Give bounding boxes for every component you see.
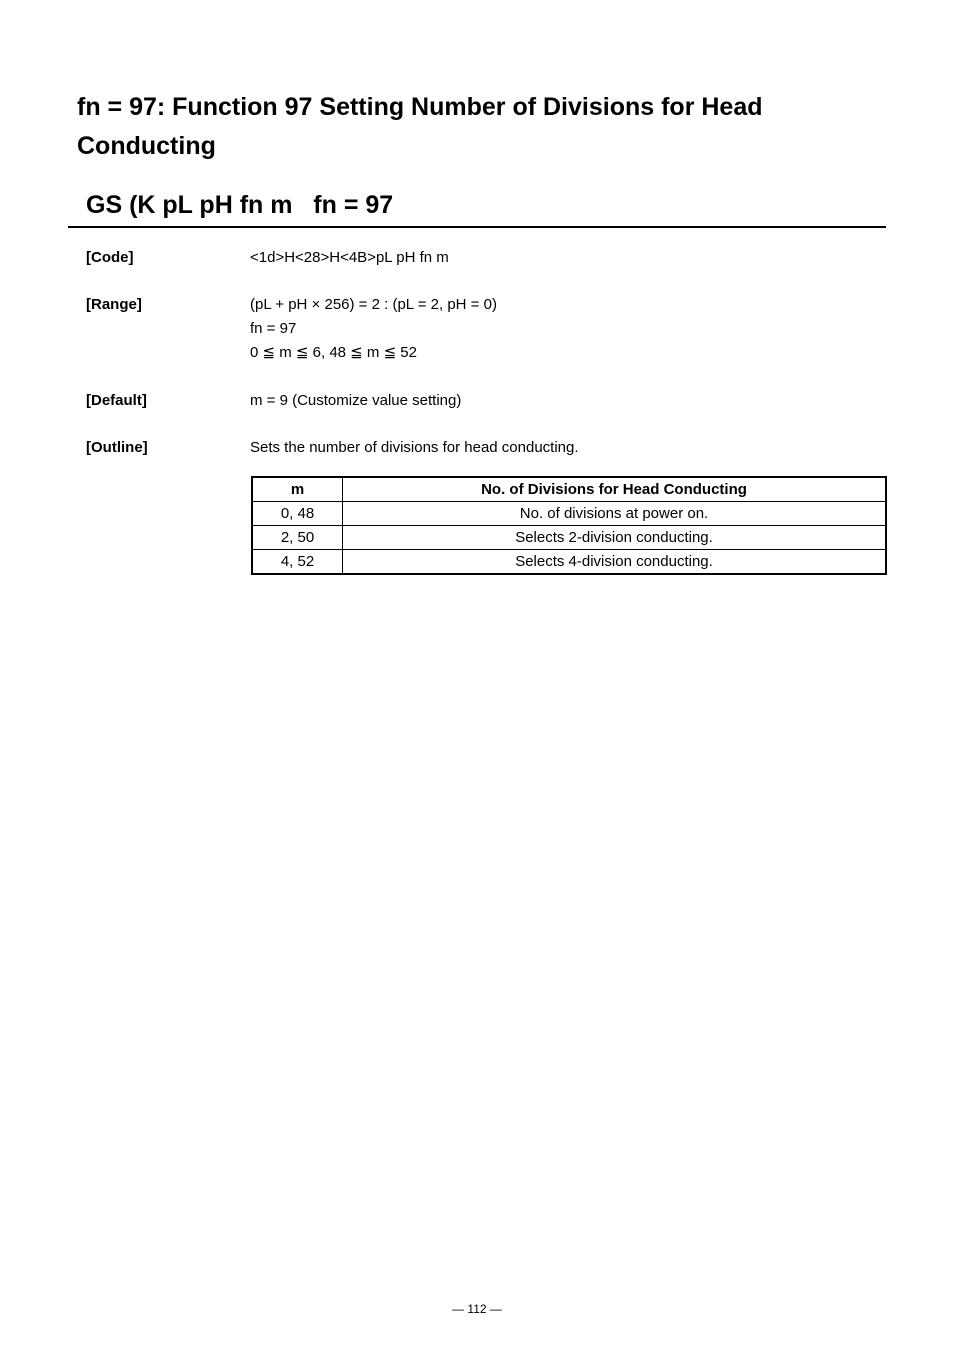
default-label: [Default] (86, 392, 147, 409)
default-value (250, 389, 461, 413)
default-value-text: m = 9 (Customize value setting) (250, 392, 462, 409)
table-header-m: m (252, 477, 343, 502)
range-line: (pL + pH × 256) = 2 : (pL = 2, pH = 0) (250, 296, 497, 313)
range-value (250, 293, 497, 365)
table-cell-m: 4, 52 (252, 550, 343, 575)
section-title: fn = 97: Function 97 Setting Number of Divisions for Head Conducting (77, 93, 763, 160)
outline-value (250, 436, 579, 460)
table-row (252, 526, 886, 550)
command-heading: GS (K pL pH fn m fn = 97 (86, 191, 394, 219)
code-value-text: <1d>H<28>H<4B>pL pH fn m (250, 249, 449, 266)
table-cell-divisions: No. of divisions at power on. (343, 502, 887, 526)
table-cell-m: 0, 48 (252, 502, 343, 526)
table-cell-divisions: Selects 2-division conducting. (343, 526, 887, 550)
table-row (252, 502, 886, 526)
divisions-table (251, 476, 887, 575)
table-row (252, 550, 886, 575)
outline-label: [Outline] (86, 439, 148, 456)
table-header-row (252, 477, 886, 502)
range-line: 0 ≦ m ≦ 6, 48 ≦ m ≦ 52 (250, 344, 417, 361)
code-value (250, 246, 449, 270)
table-cell-m: 2, 50 (252, 526, 343, 550)
outline-value-text: Sets the number of divisions for head conducting. (250, 439, 579, 456)
table-header-divisions: No. of Divisions for Head Conducting (343, 477, 887, 502)
range-line: fn = 97 (250, 320, 297, 337)
heading-divider (68, 226, 886, 228)
page-number: — 112 — (452, 1302, 502, 1316)
code-label: [Code] (86, 249, 134, 266)
table-cell-divisions: Selects 4-division conducting. (343, 550, 887, 575)
range-label: [Range] (86, 296, 142, 313)
